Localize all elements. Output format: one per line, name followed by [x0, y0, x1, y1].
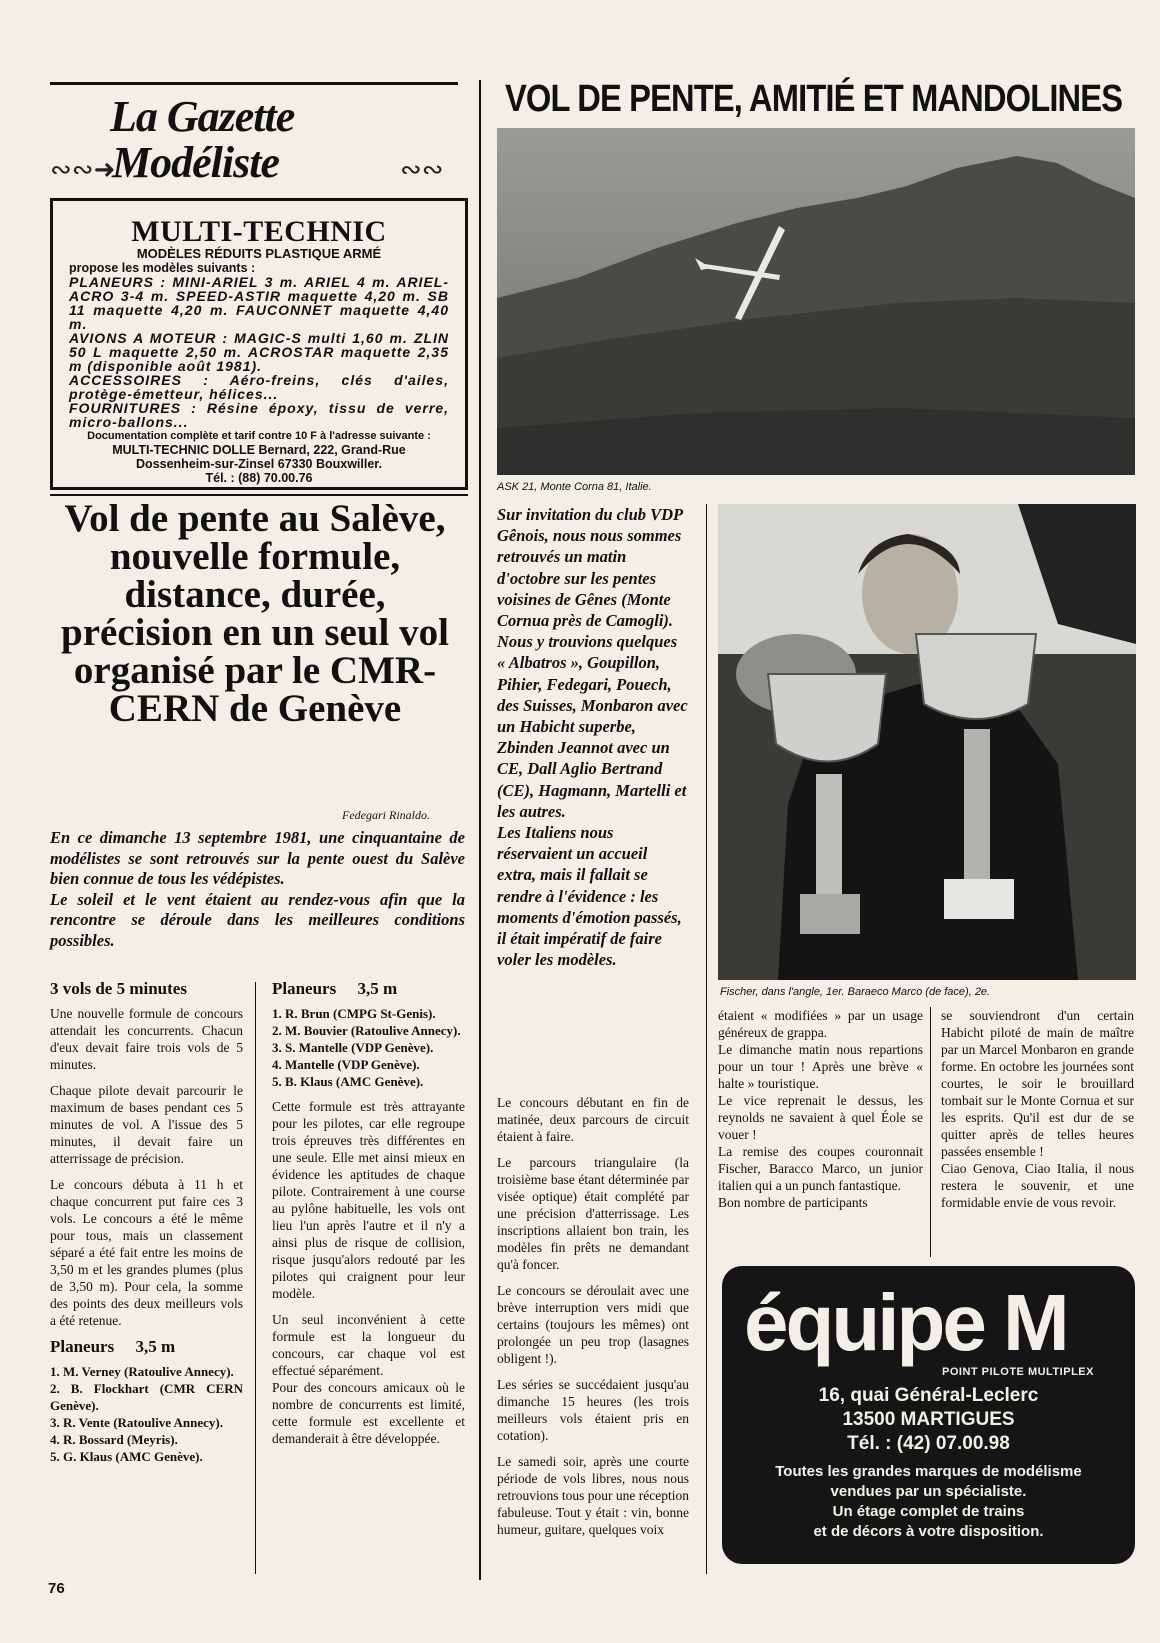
- paragraph: Chaque pilote devait parcourir le maximum de bases pendant ces 5 minutes de vol. A l'issue des 5 minutes, il devait faire un atterrissage de précision.: [50, 1083, 243, 1166]
- column-divider: [930, 1007, 931, 1257]
- paragraph: Le parcours triangulaire (la troisième base étant déterminée par visée optique) était complété par une précision d'atterrissage. Les inscriptions allaient bon train, les modèles fin prêts ne demandant qu'à foncer.: [497, 1155, 689, 1272]
- result-line: 5. G. Klaus (AMC Genève).: [50, 1449, 203, 1464]
- gazette-masthead: [50, 82, 458, 192]
- column-divider: [479, 80, 481, 1580]
- trophy-photo-image: [718, 504, 1136, 980]
- ad-address1: MULTI-TECHNIC DOLLE Bernard, 222, Grand-Rue: [112, 443, 406, 457]
- paragraph: Le vice reprenait le dessus, les reynolds ne savaient à quel Éole se vouer !: [718, 1093, 923, 1142]
- paragraph: Un seul inconvénient à cette formule est la longueur du concours, car chaque vol est effectué séparément.: [272, 1312, 465, 1378]
- equipe-m-logo: équipe M: [744, 1278, 1067, 1367]
- lead-paragraph: Le soleil et le vent étaient au rendez-vous afin que la rencontre se déroule dans les meilleures conditions possibles.: [50, 889, 465, 950]
- result-line: 4. R. Bossard (Meyris).: [50, 1432, 178, 1447]
- glider-photo-image: [497, 128, 1135, 475]
- desc-line: Toutes les grandes marques de modélisme: [775, 1463, 1082, 1480]
- desc-line: et de décors à votre disposition.: [813, 1523, 1044, 1540]
- glider-photo: [497, 128, 1135, 475]
- paragraph: étaient « modifiées » par un usage généreux de grappa.: [718, 1008, 923, 1040]
- left-article-column-1: [50, 980, 243, 1465]
- result-line: 2. M. Bouvier (Ratoulive Annecy).: [272, 1023, 461, 1038]
- ad-accessoires: ACCESSOIRES : Aéro-freins, clés d'ailes, protège-émetteur, hélices...: [69, 372, 449, 402]
- desc-line: Un étage complet de trains: [832, 1503, 1025, 1520]
- intro-paragraph: Nous y trouvions quelques « Albatros », Goupillon, Pihier, Fedegari, Pouech, des Suisses, Monbaron avec un Habicht superbe, Zbinden Jeannot avec un CE, Dall Aglio Bertrand (CE), Hagmann, Martelli et les autres.: [497, 632, 688, 821]
- paragraph: La remise des coupes couronnait Fischer, Baracco Marco, un junior italien qui a un punch fantastique.: [718, 1144, 923, 1193]
- result-line: 5. B. Klaus (AMC Genève).: [272, 1074, 424, 1089]
- result-line: 4. Mantelle (VDP Genève).: [272, 1057, 420, 1072]
- intro-paragraph: Sur invitation du club VDP Gênois, nous nous sommes retrouvés un matin d'octobre sur les pentes voisines de Gênes (Monte Cornua près de Camogli).: [497, 505, 683, 631]
- paragraph: Une nouvelle formule de concours attendait les concurrents. Chacun d'eux devait faire trois vols de 5 minutes.: [50, 1006, 243, 1072]
- masthead-line2: Modéliste: [112, 138, 279, 187]
- equipe-m-description: [722, 1462, 1135, 1542]
- column-divider: [255, 982, 256, 1574]
- right-article-column-3: [941, 1007, 1134, 1211]
- paragraph: se souviendront d'un certain Habicht piloté de main de maître par un Marcel Monbaron en grande forme. En octobre les journées sont courtes, le soir le brouillard tombait sur le Monte Cornua et sur les esprits. Qu'il est dur de se quitter après de telles heures passées ensemble !: [941, 1008, 1134, 1159]
- left-article-headline: Vol de pente au Salève, nouvelle formule, distance, durée, précision en un seul vol organisé par le CMR-CERN de Genève: [61, 497, 449, 730]
- ad-address2: Dossenheim-sur-Zinsel 67330 Bouxwiller.: [136, 457, 382, 471]
- results-heading: Planeurs 3,5 m: [272, 979, 398, 998]
- trophy-photo: [718, 504, 1136, 980]
- results-heading: Planeurs 3,5 m: [50, 1337, 176, 1356]
- left-article-byline: Fedegari Rinaldo.: [342, 808, 430, 822]
- multi-technic-ad: [50, 198, 468, 490]
- column-divider: [706, 504, 707, 1574]
- flourish-icon: ∾∾: [400, 155, 444, 184]
- paragraph: Le samedi soir, après une courte période de vols libres, nous nous retrouvions tous pour une réception fabuleuse. Tout y était : vin, bonne humeur, guitare, quelques voix: [497, 1454, 689, 1537]
- result-line: 2. B. Flockhart (CMR CERN Genève).: [50, 1381, 243, 1413]
- result-line: 3. S. Mantelle (VDP Genève).: [272, 1040, 434, 1055]
- paragraph: Pour des concours amicaux où le nombre de concurrents est limité, cette formule est excellente et demanderait à être développée.: [272, 1380, 465, 1446]
- paragraph: Le dimanche matin nous repartions pour un tour ! Après une brève « halte » touristique.: [718, 1042, 923, 1091]
- left-article-lead: [50, 828, 465, 951]
- equipe-m-address1: 16, quai Général-Leclerc: [818, 1385, 1039, 1406]
- result-line: 3. R. Vente (Ratoulive Annecy).: [50, 1415, 223, 1430]
- section-rule: [50, 494, 468, 496]
- ad-subtitle: MODÈLES RÉDUITS PLASTIQUE ARMÉ: [136, 246, 382, 261]
- result-line: 1. M. Verney (Ratoulive Annecy).: [50, 1364, 234, 1379]
- ad-planeurs: PLANEURS : MINI-ARIEL 3 m. ARIEL 4 m. ARIEL-ACRO 3-4 m. SPEED-ASTIR maquette 4,20 m. SB 11 maquette 4,20 m. FAUCONNET maquette 4,40 m.: [69, 274, 449, 332]
- paragraph: Bon nombre de participants: [718, 1195, 868, 1210]
- equipe-m-tel: Tél. : (42) 07.00.98: [847, 1433, 1010, 1454]
- paragraph: Ciao Genova, Ciao Italia, il nous restera le souvenir, et une formidable envie de vous revoir.: [941, 1161, 1134, 1210]
- page-number: 76: [48, 1580, 65, 1597]
- paragraph: Les séries se succédaient jusqu'au dimanche 15 heures (les trois meilleurs vols étaient pris en cotation).: [497, 1377, 689, 1443]
- lead-paragraph: En ce dimanche 13 septembre 1981, une cinquantaine de modélistes se sont retrouvés sur la pente ouest du Salève bien connue de tous les védépistes.: [50, 828, 465, 888]
- paragraph: Le concours se déroulait avec une brève interruption vers midi que certains (toujours les mêmes) ont prolongée un peu trop (lasagnes obligent !).: [497, 1283, 689, 1366]
- photo-caption: ASK 21, Monte Corna 81, Italie.: [497, 481, 652, 493]
- ad-tel: Tél. : (88) 70.00.76: [205, 471, 313, 485]
- photo-caption: Fischer, dans l'angle, 1er. Baraeco Marco (de face), 2e.: [720, 986, 991, 998]
- ad-avions: AVIONS A MOTEUR : MAGIC-S multi 1,60 m. ZLIN 50 L maquette 2,50 m. ACROSTAR maquette 2,35 m (disponible août 1981).: [69, 330, 449, 374]
- ad-fournitures: FOURNITURES : Résine époxy, tissu de verre, micro-ballons...: [69, 400, 449, 430]
- right-article-headline: VOL DE PENTE, AMITIÉ ET MANDOLINES: [505, 78, 1123, 120]
- right-article-column-1: [497, 1094, 689, 1547]
- equipe-m-tagline: POINT PILOTE MULTIPLEX: [942, 1366, 1094, 1378]
- subhead: 3 vols de 5 minutes: [50, 979, 187, 998]
- left-article-column-2: [272, 980, 465, 1456]
- paragraph: Cette formule est très attrayante pour les pilotes, car elle regroupe trois épreuves très différentes en une seule. Elle met ainsi mieux en évidence les aptitudes de chaque pilote. Contrairement à une course au pylône habituelle, les vols ont lieu l'un après l'autre et il n'y a ainsi plus de risque de collision, risque jusqu'alors redouté par les pilotes qui craignent pour leur modèle.: [272, 1099, 465, 1301]
- equipe-m-address2: 13500 MARTIGUES: [842, 1409, 1015, 1430]
- desc-line: vendues par un spécialiste.: [830, 1483, 1027, 1500]
- masthead-line1: La Gazette: [110, 92, 295, 141]
- flourish-icon: ∾∾➜: [50, 155, 116, 184]
- equipe-m-ad: [722, 1266, 1135, 1564]
- result-line: 1. R. Brun (CMPG St-Genis).: [272, 1006, 436, 1021]
- right-article-intro: [497, 504, 689, 970]
- right-article-column-2: [718, 1007, 923, 1211]
- paragraph: Le concours débutant en fin de matinée, deux parcours de circuit étaient à faire.: [497, 1095, 689, 1144]
- ad-propose: propose les modèles suivants :: [69, 261, 256, 275]
- intro-paragraph: Les Italiens nous réservaient un accueil extra, mais il fallait se rendre à l'évidence : les moments d'émotion passés, il était impératif de faire voler les modèles.: [497, 823, 682, 970]
- paragraph: Le concours débuta à 11 h et chaque concurrent put faire ces 3 vols. Le concours a été le même pour tous, mais un classement séparé a été fait entre les moins de 3,50 m et les grandes plumes (plus de 3,50 m). Pour cela, la somme des points des deux meilleurs vols a été retenue.: [50, 1177, 243, 1328]
- ad-brand: MULTI-TECHNIC: [131, 215, 387, 248]
- ad-doc: Documentation complète et tarif contre 10 F à l'adresse suivante :: [87, 430, 431, 442]
